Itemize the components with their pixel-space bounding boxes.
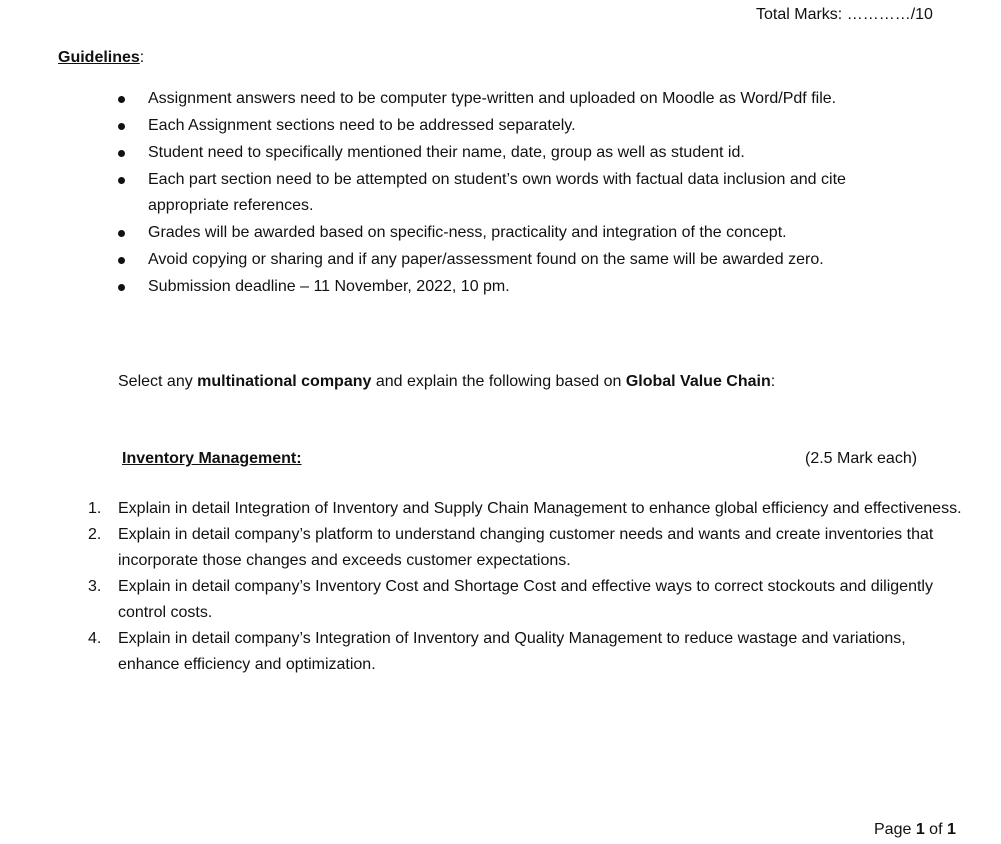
guideline-text: Each Assignment sections need to be addressed separately. [148,117,576,134]
question-text: Explain in detail company’s Integration of Inventory and Quality Management to reduce wastage and variations, enhance efficiency and optimization. [118,630,906,673]
intro-bold-company: multinational company [197,373,372,390]
bullet-icon [118,257,125,264]
guideline-item [118,167,908,219]
guideline-text: Each part section need to be attempted on student’s own words with factual data inclusion and cite appropriate references. [148,171,846,214]
intro-instruction [118,373,775,391]
guideline-text: Student need to specifically mentioned their name, date, group as well as student id. [148,144,745,161]
bullet-icon [118,96,125,103]
question-text: Explain in detail company’s platform to understand changing customer needs and wants and create inventories that incorporate those changes and exceeds customer expectations. [118,526,934,569]
guideline-item [118,274,908,300]
intro-part1: Select any [118,373,198,390]
guideline-text: Grades will be awarded based on specific-ness, practicality and integration of the concept. [148,224,787,241]
guidelines-heading-text: Guidelines [58,49,140,66]
page-total: 1 [946,821,956,838]
guideline-text: Avoid copying or sharing and if any paper/assessment found on the same will be awarded zero. [148,251,824,268]
page-label: Page [874,821,916,838]
bullet-icon [118,177,125,184]
guideline-item [118,113,908,139]
question-number: 4. [88,630,102,647]
guideline-text: Assignment answers need to be computer type-written and uploaded on Moodle as Word/Pdf file. [148,90,837,107]
guidelines-heading-colon: : [139,49,145,66]
page-of: of [924,821,947,838]
guidelines-heading [58,49,144,67]
question-item [88,496,968,522]
question-item [88,574,968,626]
intro-part2: and explain the following based on [371,373,626,390]
guideline-item [118,86,908,112]
guideline-item [118,247,908,273]
page-current: 1 [915,821,925,838]
question-number: 2. [88,526,102,543]
intro-part3: : [770,373,776,390]
question-text: Explain in detail company’s Inventory Cost and Shortage Cost and effective ways to correct stockouts and diligently control costs. [118,578,933,621]
guideline-item [118,220,908,246]
bullet-icon [118,150,125,157]
question-item [88,522,968,574]
guideline-text: Submission deadline – 11 November, 2022, 10 pm. [148,278,510,295]
bullet-icon [118,284,125,291]
section-heading: Inventory Management: [122,450,302,467]
question-number: 3. [88,578,102,595]
page-number [874,821,956,839]
total-marks: Total Marks: …………/10 [756,6,933,23]
bullet-icon [118,123,125,130]
guideline-item [118,140,908,166]
guidelines-list [118,86,908,301]
question-number: 1. [88,500,102,517]
question-item [88,626,968,678]
section-marks: (2.5 Mark each) [805,450,918,467]
intro-bold-gvc: Global Value Chain [625,373,771,390]
bullet-icon [118,230,125,237]
question-text: Explain in detail Integration of Inventory and Supply Chain Management to enhance global efficiency and effectiveness. [118,500,962,517]
questions-list [88,496,968,678]
